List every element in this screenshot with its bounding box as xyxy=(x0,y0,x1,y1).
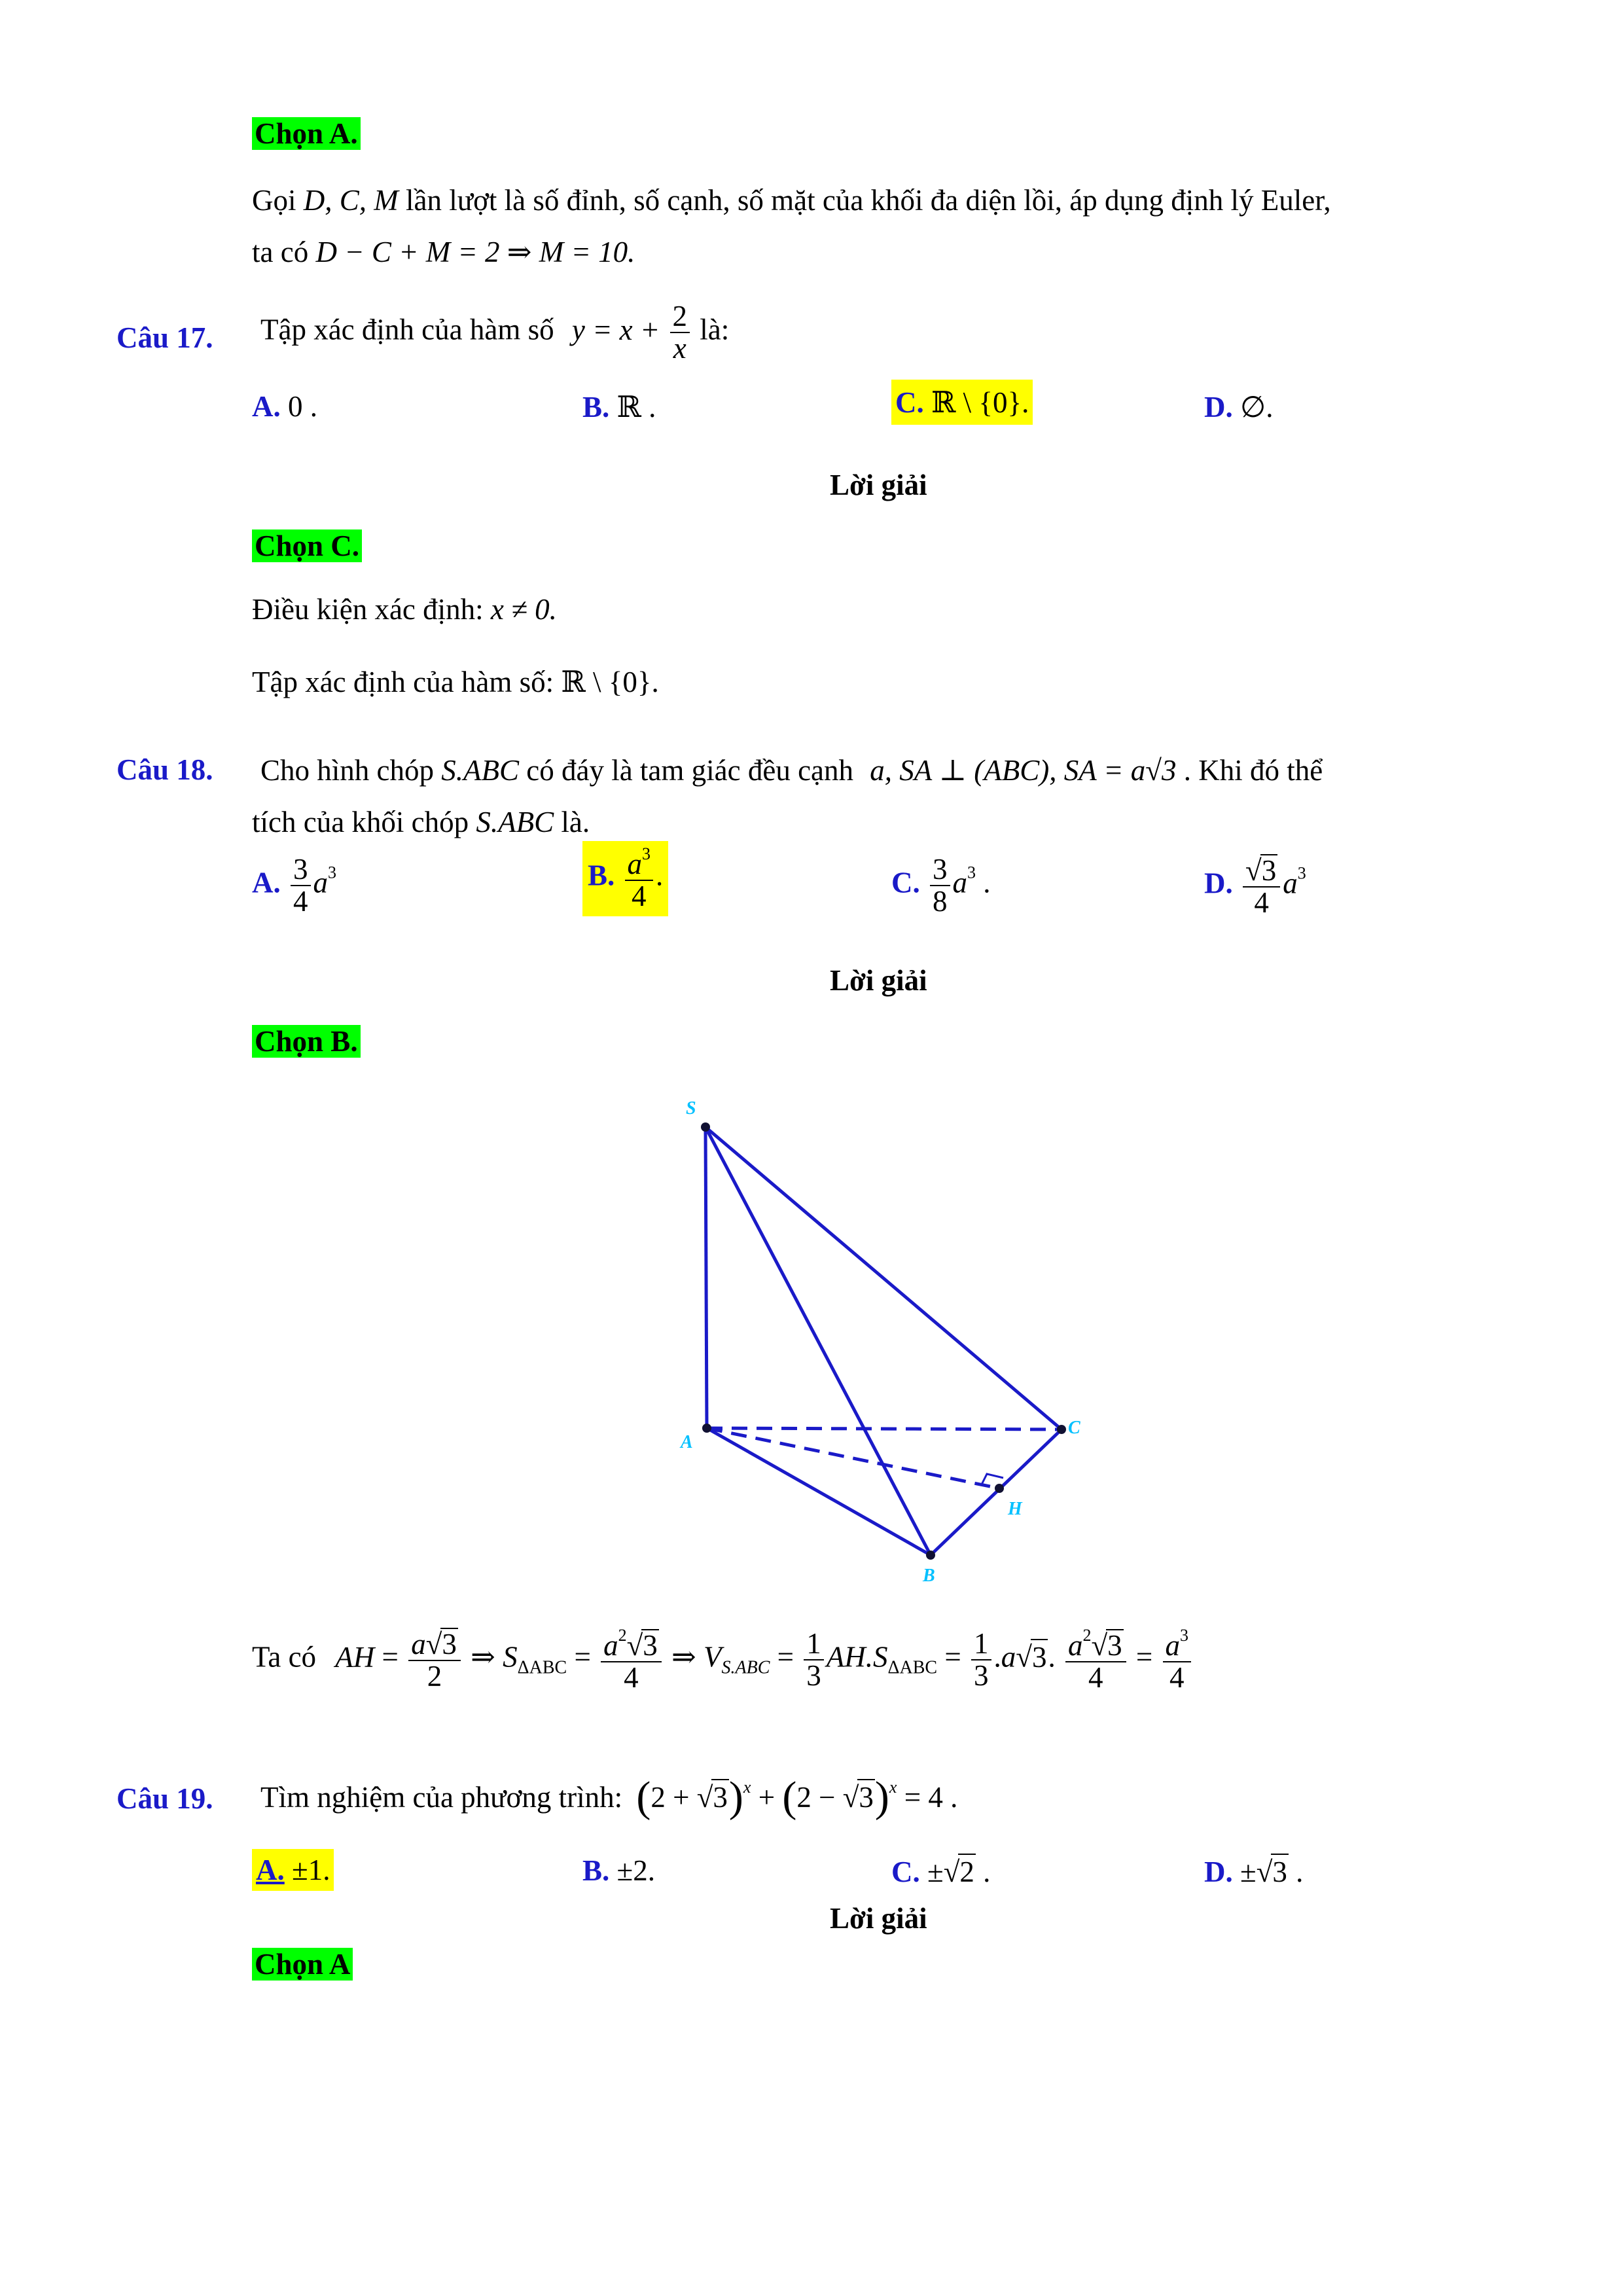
point-a xyxy=(702,1424,711,1433)
segment-ah-dashed xyxy=(707,1428,999,1488)
question-label: Câu 17. xyxy=(116,321,213,354)
label-b: B xyxy=(923,1566,935,1586)
solution-title: Lời giải xyxy=(830,1902,927,1935)
edge-sa xyxy=(705,1127,707,1428)
question-19-text: Tìm nghiệm của phương trình: $(2 + √3)^x + (2 - √3)^x = 4$ . xyxy=(260,1773,958,1821)
prev-solution-line2: ta có D − C + M = 2 ⇒ M = 10. xyxy=(252,236,635,268)
edge-ac-dashed xyxy=(707,1428,1061,1429)
label-s: S xyxy=(686,1098,696,1119)
option-b-correct[interactable]: B. $\frac{a^3}{4}$ . xyxy=(582,841,668,916)
answer-choice-17: Chọn C. xyxy=(252,529,362,563)
solution-title: Lời giải xyxy=(830,964,927,997)
option-a-correct[interactable]: A. ±1. xyxy=(252,1849,334,1891)
point-c xyxy=(1057,1425,1066,1434)
solution-17-line2: Tập xác định của hàm số: ℝ \ {0}. xyxy=(252,666,659,698)
label-h: H xyxy=(1008,1499,1022,1519)
option-b[interactable]: B. ℝ . xyxy=(582,391,656,423)
option-d[interactable]: D. ±√3 . xyxy=(1204,1854,1303,1889)
question-18-text: Cho hình chóp S.ABC có đáy là tam giác đều cạnh a, SA ⊥ (ABC), SA = a√3 . Khi đó thể xyxy=(260,754,1323,787)
point-s xyxy=(701,1122,710,1132)
option-c[interactable]: C. $\frac{3}{8}$ $a^3$ . xyxy=(891,853,991,918)
solution-18-formula: Ta có AH = $\frac{a√3}{2}$ ⇒ $S_{\Delta ABC}$ = $\frac{a^2√3}{4}$ ⇒ $V_{S.ABC}$ = $\frac{1}{3}$ $AH.S_{\Delta ABC}$ = $\frac{1}{3}$ .a√3. $\frac{a^2√3}{4}$ = $\frac{a^3}{4}$ xyxy=(252,1626,1194,1694)
edge-bc xyxy=(931,1429,1061,1555)
question-18-text-line2: tích của khối chóp S.ABC là. xyxy=(252,806,590,838)
answer-choice-19: Chọn A xyxy=(252,1947,353,1981)
solution-title: Lời giải xyxy=(830,469,927,501)
prev-solution-line1: Gọi D, C, M lần lượt là số đỉnh, số cạnh, số mặt của khối đa diện lồi, áp dụng định lý Euler, xyxy=(252,184,1331,217)
solution-17-line1: Điều kiện xác định: x ≠ 0. xyxy=(252,593,557,626)
question-17-text: Tập xác định của hàm số y = x + $\frac{2}{x}$ là: xyxy=(260,300,730,365)
answer-choice-prev: Chọn A. xyxy=(252,117,361,151)
option-c[interactable]: C. ±√2 . xyxy=(891,1854,990,1889)
right-angle-mark xyxy=(982,1474,1003,1484)
question-label: Câu 18. xyxy=(116,753,213,786)
question-label: Câu 19. xyxy=(116,1782,213,1815)
question-17 xyxy=(116,321,213,355)
question-18 xyxy=(116,753,213,787)
option-d[interactable]: D. $\frac{√3}{4}$ $a^3$ xyxy=(1204,854,1306,920)
option-b[interactable]: B. ±2. xyxy=(582,1854,655,1887)
label-c: C xyxy=(1068,1418,1080,1438)
label-a: A xyxy=(681,1432,693,1452)
question-19 xyxy=(116,1782,213,1816)
pyramid-figure xyxy=(654,1086,1113,1597)
point-h xyxy=(995,1484,1004,1493)
edge-sc xyxy=(705,1127,1061,1429)
option-a[interactable]: A. 0 . xyxy=(252,390,317,423)
answer-choice-18: Chọn B. xyxy=(252,1024,361,1058)
option-c-correct[interactable]: C. ℝ \ {0}. xyxy=(891,380,1033,425)
option-a[interactable]: A. $\frac{3}{4}$ $a^3$ xyxy=(252,853,336,918)
option-d[interactable]: D. ∅. xyxy=(1204,391,1274,423)
point-b xyxy=(926,1551,935,1560)
